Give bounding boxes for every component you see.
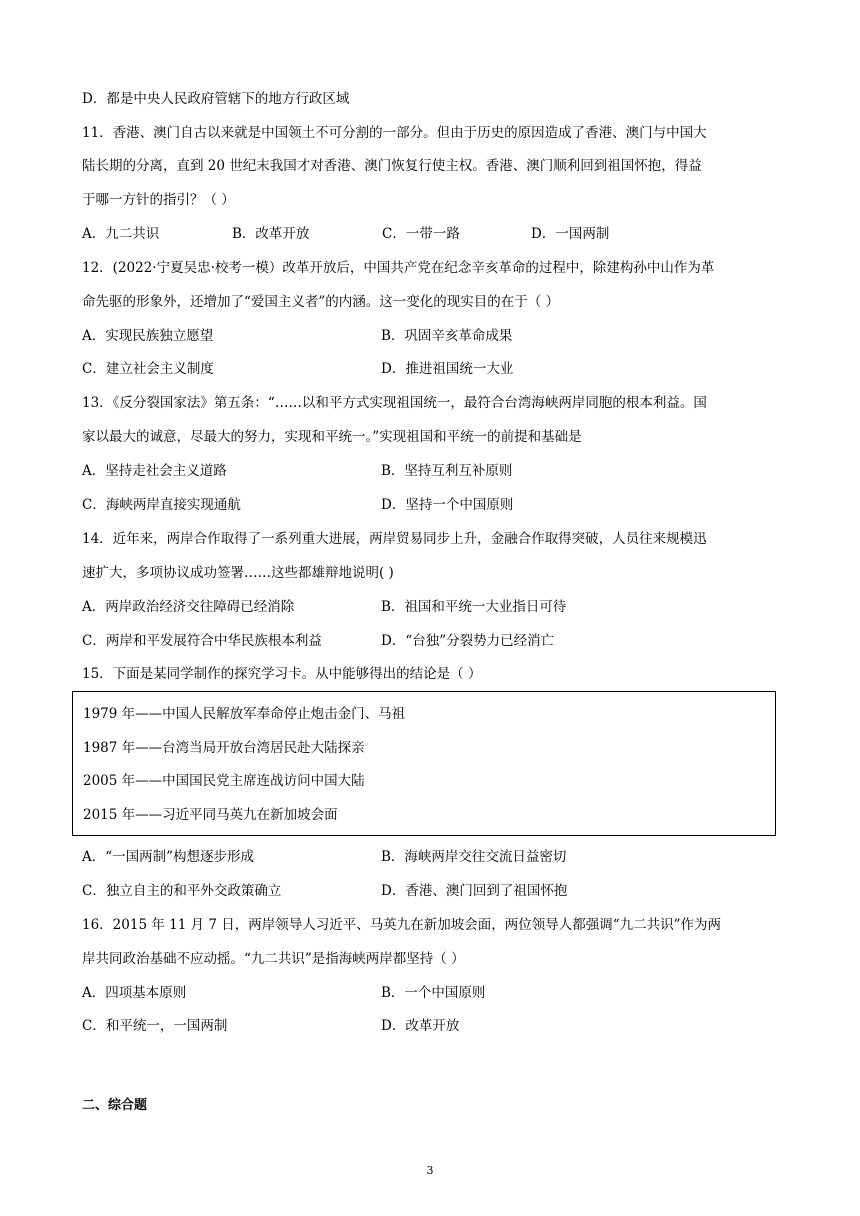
q11-text-line-2: 陆长期的分离，直到 20 世纪末我国才对香港、澳门恢复行使主权。香港、澳门顺利回到祖国怀抱，得益 <box>82 158 702 174</box>
q16-option-d[interactable]: D．改革开放 <box>381 1018 460 1034</box>
q13-option-c[interactable]: C．海峡两岸直接实现通航 <box>82 497 241 513</box>
q16-option-a[interactable]: A．四项基本原则 <box>82 985 187 1001</box>
q11-text-line-3: 于哪一方针的指引？（ ） <box>82 192 235 208</box>
q16-text-line-1: 16．2015 年 11 月 7 日，两岸领导人习近平、马英九在新加坡会面，两位领导人都强调“九二共识”作为两 <box>82 917 722 933</box>
q14-option-b[interactable]: B．祖国和平统一大业指日可待 <box>381 599 567 615</box>
q13-option-d[interactable]: D．坚持一个中国原则 <box>381 497 514 513</box>
q13-text-line-1: 13．《反分裂国家法》第五条：“……以和平方式实现祖国统一，最符合台湾海峡两岸同胞的根本利益。国 <box>82 395 707 411</box>
q12-option-d[interactable]: D．推进祖国统一大业 <box>381 361 514 377</box>
q12-text-line-2: 命先驱的形象外，还增加了“爱国主义者”的内涵。这一变化的现实目的在于（ ） <box>82 294 560 310</box>
q15-option-c[interactable]: C．独立自主的和平外交政策确立 <box>82 883 282 899</box>
q11-option-c[interactable]: C．一带一路 <box>382 226 460 242</box>
q11-option-b[interactable]: B．改革开放 <box>232 226 310 242</box>
q16-option-c[interactable]: C．和平统一，一国两制 <box>82 1018 228 1034</box>
study-card-line: 1979 年——中国人民解放军奉命停止炮击金门、马祖 <box>83 706 406 722</box>
study-card-line: 2015 年——习近平同马英九在新加坡会面 <box>83 807 338 823</box>
q12-option-a[interactable]: A．实现民族独立愿望 <box>82 328 214 344</box>
q15-option-b[interactable]: B．海峡两岸交往交流日益密切 <box>381 849 567 865</box>
q15-option-d[interactable]: D．香港、澳门回到了祖国怀抱 <box>381 883 568 899</box>
q16-option-b[interactable]: B．一个中国原则 <box>381 985 486 1001</box>
q14-option-c[interactable]: C．两岸和平发展符合中华民族根本利益 <box>82 633 322 649</box>
q15-option-a[interactable]: A．“一国两制”构想逐步形成 <box>82 849 255 865</box>
q14-text-line-1: 14．近年来，两岸合作取得了一系列重大进展，两岸贸易同步上升，金融合作取得突破，人员往来规模迅 <box>82 531 707 547</box>
q14-option-d[interactable]: D．“台独”分裂势力已经消亡 <box>381 633 555 649</box>
page-number: 3 <box>426 1164 434 1177</box>
study-card <box>72 691 776 836</box>
q12-text-line-1: 12．(2022·宁夏吴忠·校考一模）改革开放后，中国共产党在纪念辛亥革命的过程中，除建构孙中山作为革 <box>82 260 715 276</box>
q15-text-line-1: 15．下面是某同学制作的探究学习卡。从中能够得出的结论是（ ） <box>82 666 482 682</box>
section-title: 二、综合题 <box>82 1098 148 1113</box>
q14-option-a[interactable]: A．两岸政治经济交往障碍已经消除 <box>82 599 295 615</box>
q10-option-d: D．都是中央人民政府管辖下的地方行政区域 <box>82 91 350 107</box>
q14-text-line-2: 速扩大，多项协议成功签署……这些都雄辩地说明( ) <box>82 565 394 581</box>
q13-option-a[interactable]: A．坚持走社会主义道路 <box>82 463 227 479</box>
q13-option-b[interactable]: B．坚持互利互补原则 <box>381 463 513 479</box>
q12-option-b[interactable]: B．巩固辛亥革命成果 <box>381 328 513 344</box>
study-card-line: 2005 年——中国国民党主席连战访问中国大陆 <box>83 773 365 789</box>
q13-text-line-2: 家以最大的诚意，尽最大的努力，实现和平统一。”实现祖国和平统一的前提和基础是 <box>82 429 582 445</box>
q11-text-line-1: 11．香港、澳门自古以来就是中国领土不可分割的一部分。但由于历史的原因造成了香港、澳门与中国大 <box>82 125 707 141</box>
q12-option-c[interactable]: C．建立社会主义制度 <box>82 361 214 377</box>
q16-text-line-2: 岸共同政治基础不应动摇。“九二共识”是指海峡两岸都坚持（ ） <box>82 951 465 967</box>
study-card-line: 1987 年——台湾当局开放台湾居民赴大陆探亲 <box>83 740 365 756</box>
q11-option-a[interactable]: A．九二共识 <box>82 226 160 242</box>
q11-option-d[interactable]: D．一国两制 <box>531 226 610 242</box>
